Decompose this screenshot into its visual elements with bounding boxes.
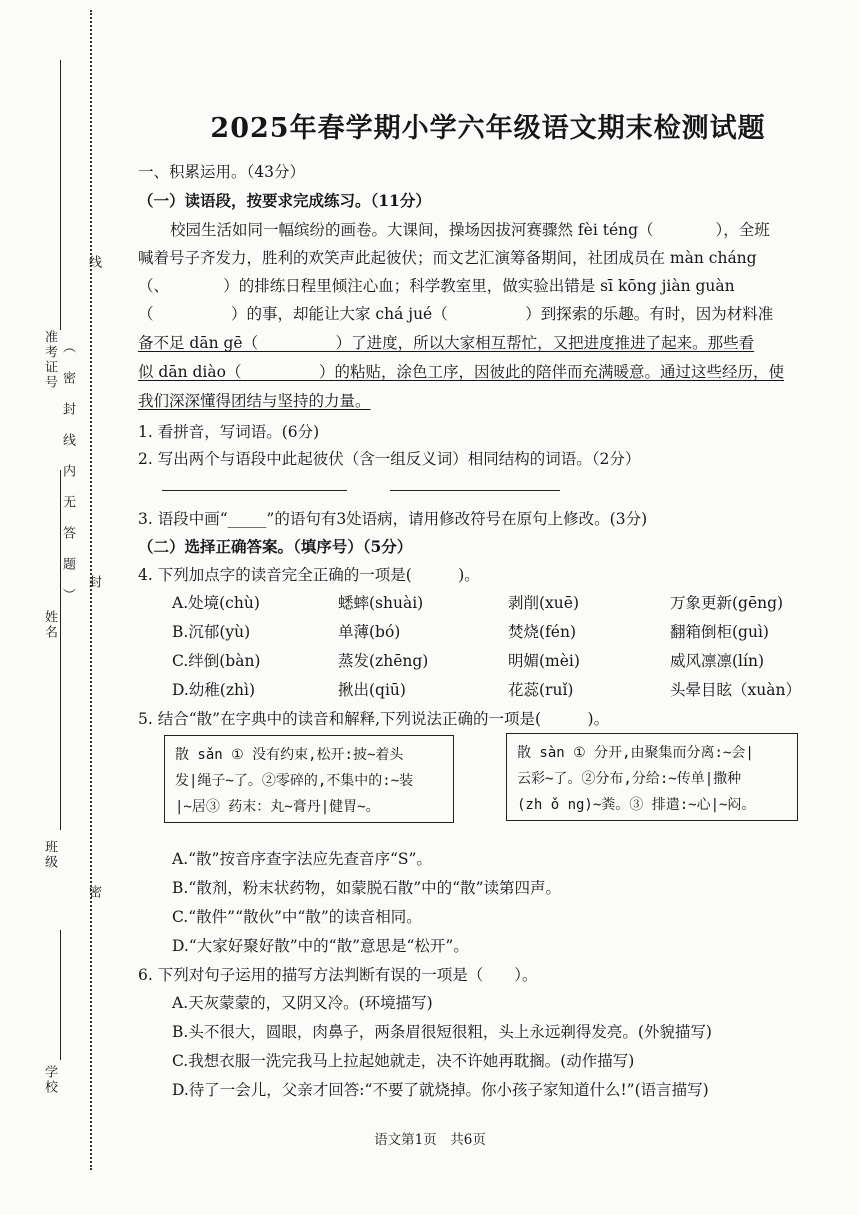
q4-option-c-1: C.绊倒(bàn) — [172, 652, 261, 670]
seal-mi: 密 — [86, 885, 101, 898]
question-5: 5. 结合“散”在字典中的读音和解释,下列说法正确的一项是( )。 — [138, 710, 610, 728]
q4-option-a-1: A.处境(chù) — [172, 594, 260, 612]
q6-option-d: D.待了一会儿，父亲才回答:“不要了就烧掉。你小孩子家知道什么!”(语言描写) — [172, 1081, 709, 1099]
dict-left-line-3: |~居③ 药末：丸~膏丹|健胃~。 — [175, 799, 380, 815]
dict-right-line-1: 散 sàn ① 分开,由聚集而分离:~会| — [517, 745, 754, 761]
q4-option-d-1: D.幼稚(zhì) — [172, 681, 256, 699]
dictionary-entry-san4 — [506, 733, 798, 821]
passage-line-2: 喊着号子齐发力，胜利的欢笑声此起彼伏；而文艺汇演筹备期间，社团成员在 màn cháng — [138, 249, 757, 267]
q6-option-c: C.我想衣服一洗完我马上拉起她就走，决不许她再耽搁。(动作描写) — [172, 1052, 635, 1070]
dotted-cut-line — [90, 10, 92, 1170]
passage-line-1: 校园生活如同一幅缤纷的画卷。大课间，操场因拔河赛骤然 fèi téng（ ），全班 — [170, 221, 770, 239]
q4-option-a-3: 剥削(xuē) — [508, 594, 579, 612]
q5-option-b: B.“散剂，粉末状药物，如蒙脱石散”中的“散”读第四声。 — [172, 879, 562, 897]
question-2: 2. 写出两个与语段中此起彼伏（含一组反义词）相同结构的词语。（2分） — [138, 450, 641, 468]
part-1-heading: （一）读语段，按要求完成练习。（11分） — [138, 191, 431, 210]
page-footer: 语文第1页 共6页 — [374, 1132, 486, 1148]
class-label: 班级 — [42, 840, 57, 870]
q4-option-d-4: 头晕目眩（xuàn） — [670, 681, 801, 699]
q4-option-c-3: 明媚(mèi) — [508, 652, 580, 670]
binding-sidebar — [0, 0, 135, 1215]
q5-option-c: C.“散件”“散伙”中“散”的读音相同。 — [172, 908, 422, 926]
q4-option-c-4: 威风凛凛(lín) — [670, 652, 764, 670]
name-label: 姓名 — [42, 610, 57, 640]
passage-line-3: （、 ）的排练日程里倾注心血；科学教室里，做实验出错是 sī kōng jiàn guàn — [138, 277, 735, 295]
q4-option-a-4: 万象更新(gēng) — [670, 594, 784, 612]
q6-option-b: B.头不很大，圆眼，肉鼻子，两条眉很短很粗，头上永远剃得发亮。(外貌描写) — [172, 1023, 712, 1041]
part-2-heading: （二）选择正确答案。（填序号）（5分） — [138, 537, 413, 556]
answer-blank-2[interactable] — [390, 490, 560, 491]
q6-option-a: A.天灰蒙蒙的，又阴又冷。(环境描写) — [172, 994, 433, 1012]
q5-option-a: A.“散”按音序查字法应先查音序“S”。 — [172, 850, 432, 868]
section-1-heading: 一、积累运用。（43分） — [138, 163, 305, 181]
passage-line-4: （ ）的事，却能让大家 chá jué（ ）到探索的乐趣。有时，因为材料准 — [138, 305, 774, 323]
q4-option-b-1: B.沉郁(yù) — [172, 623, 251, 641]
school-field[interactable] — [60, 930, 61, 1060]
seal-notice: （密封线内无答题） — [60, 340, 75, 619]
seal-xian: 线 — [86, 255, 101, 268]
page-title: 2025年春学期小学六年级语文期末检测试题 — [210, 113, 766, 144]
dict-left-line-2: 发|绳子~了。②零碎的,不集中的:~装 — [175, 773, 414, 789]
q4-option-b-4: 翻箱倒柜(guì) — [670, 623, 769, 641]
passage-line-7: 我们深深懂得团结与坚持的力量。 — [138, 392, 371, 410]
q4-option-a-2: 蟋蟀(shuài) — [338, 594, 424, 612]
q5-option-d: D.“大家好聚好散”中的“散”意思是“松开”。 — [172, 937, 469, 955]
exam-number-field[interactable] — [60, 60, 61, 330]
q4-option-b-3: 焚烧(fén) — [508, 623, 576, 641]
question-1: 1. 看拼音，写词语。(6分) — [138, 423, 320, 441]
exam-number-label: 准考证号 — [42, 330, 57, 390]
dict-right-line-3: (zh ǒ ng)~粪。③ 排遣:~心|~闷。 — [517, 797, 756, 813]
passage-line-5: 备不足 dān gē（ ）了进度，所以大家相互帮忙，又把进度推进了起来。那些看 — [138, 334, 755, 352]
dict-left-line-1: 散 sǎn ① 没有约束,松开:披~着头 — [175, 747, 404, 763]
question-3: 3. 语段中画“_____”的语句有3处语病，请用修改符号在原句上修改。(3分) — [138, 510, 648, 528]
q4-option-c-2: 蒸发(zhēng) — [338, 652, 429, 670]
school-label: 学校 — [42, 1065, 57, 1095]
q4-option-d-2: 揪出(qiū) — [338, 681, 406, 699]
question-6: 6. 下列对句子运用的描写方法判断有误的一项是（ ）。 — [138, 966, 538, 984]
seal-feng: 封 — [86, 575, 101, 588]
answer-blank-1[interactable] — [162, 490, 347, 491]
dict-right-line-2: 云彩~了。②分布,分给:~传单|撒种 — [517, 771, 742, 787]
dictionary-entry-san3 — [164, 735, 454, 823]
q4-option-b-2: 单薄(bó) — [338, 623, 401, 641]
q4-option-d-3: 花蕊(ruǐ) — [508, 681, 574, 699]
question-4: 4. 下列加点字的读音完全正确的一项是( )。 — [138, 566, 480, 584]
passage-line-6: 似 dān diào（ ）的粘贴，涂色工序，因彼此的陪伴而充满暖意。通过这些经历，使 — [138, 363, 784, 381]
